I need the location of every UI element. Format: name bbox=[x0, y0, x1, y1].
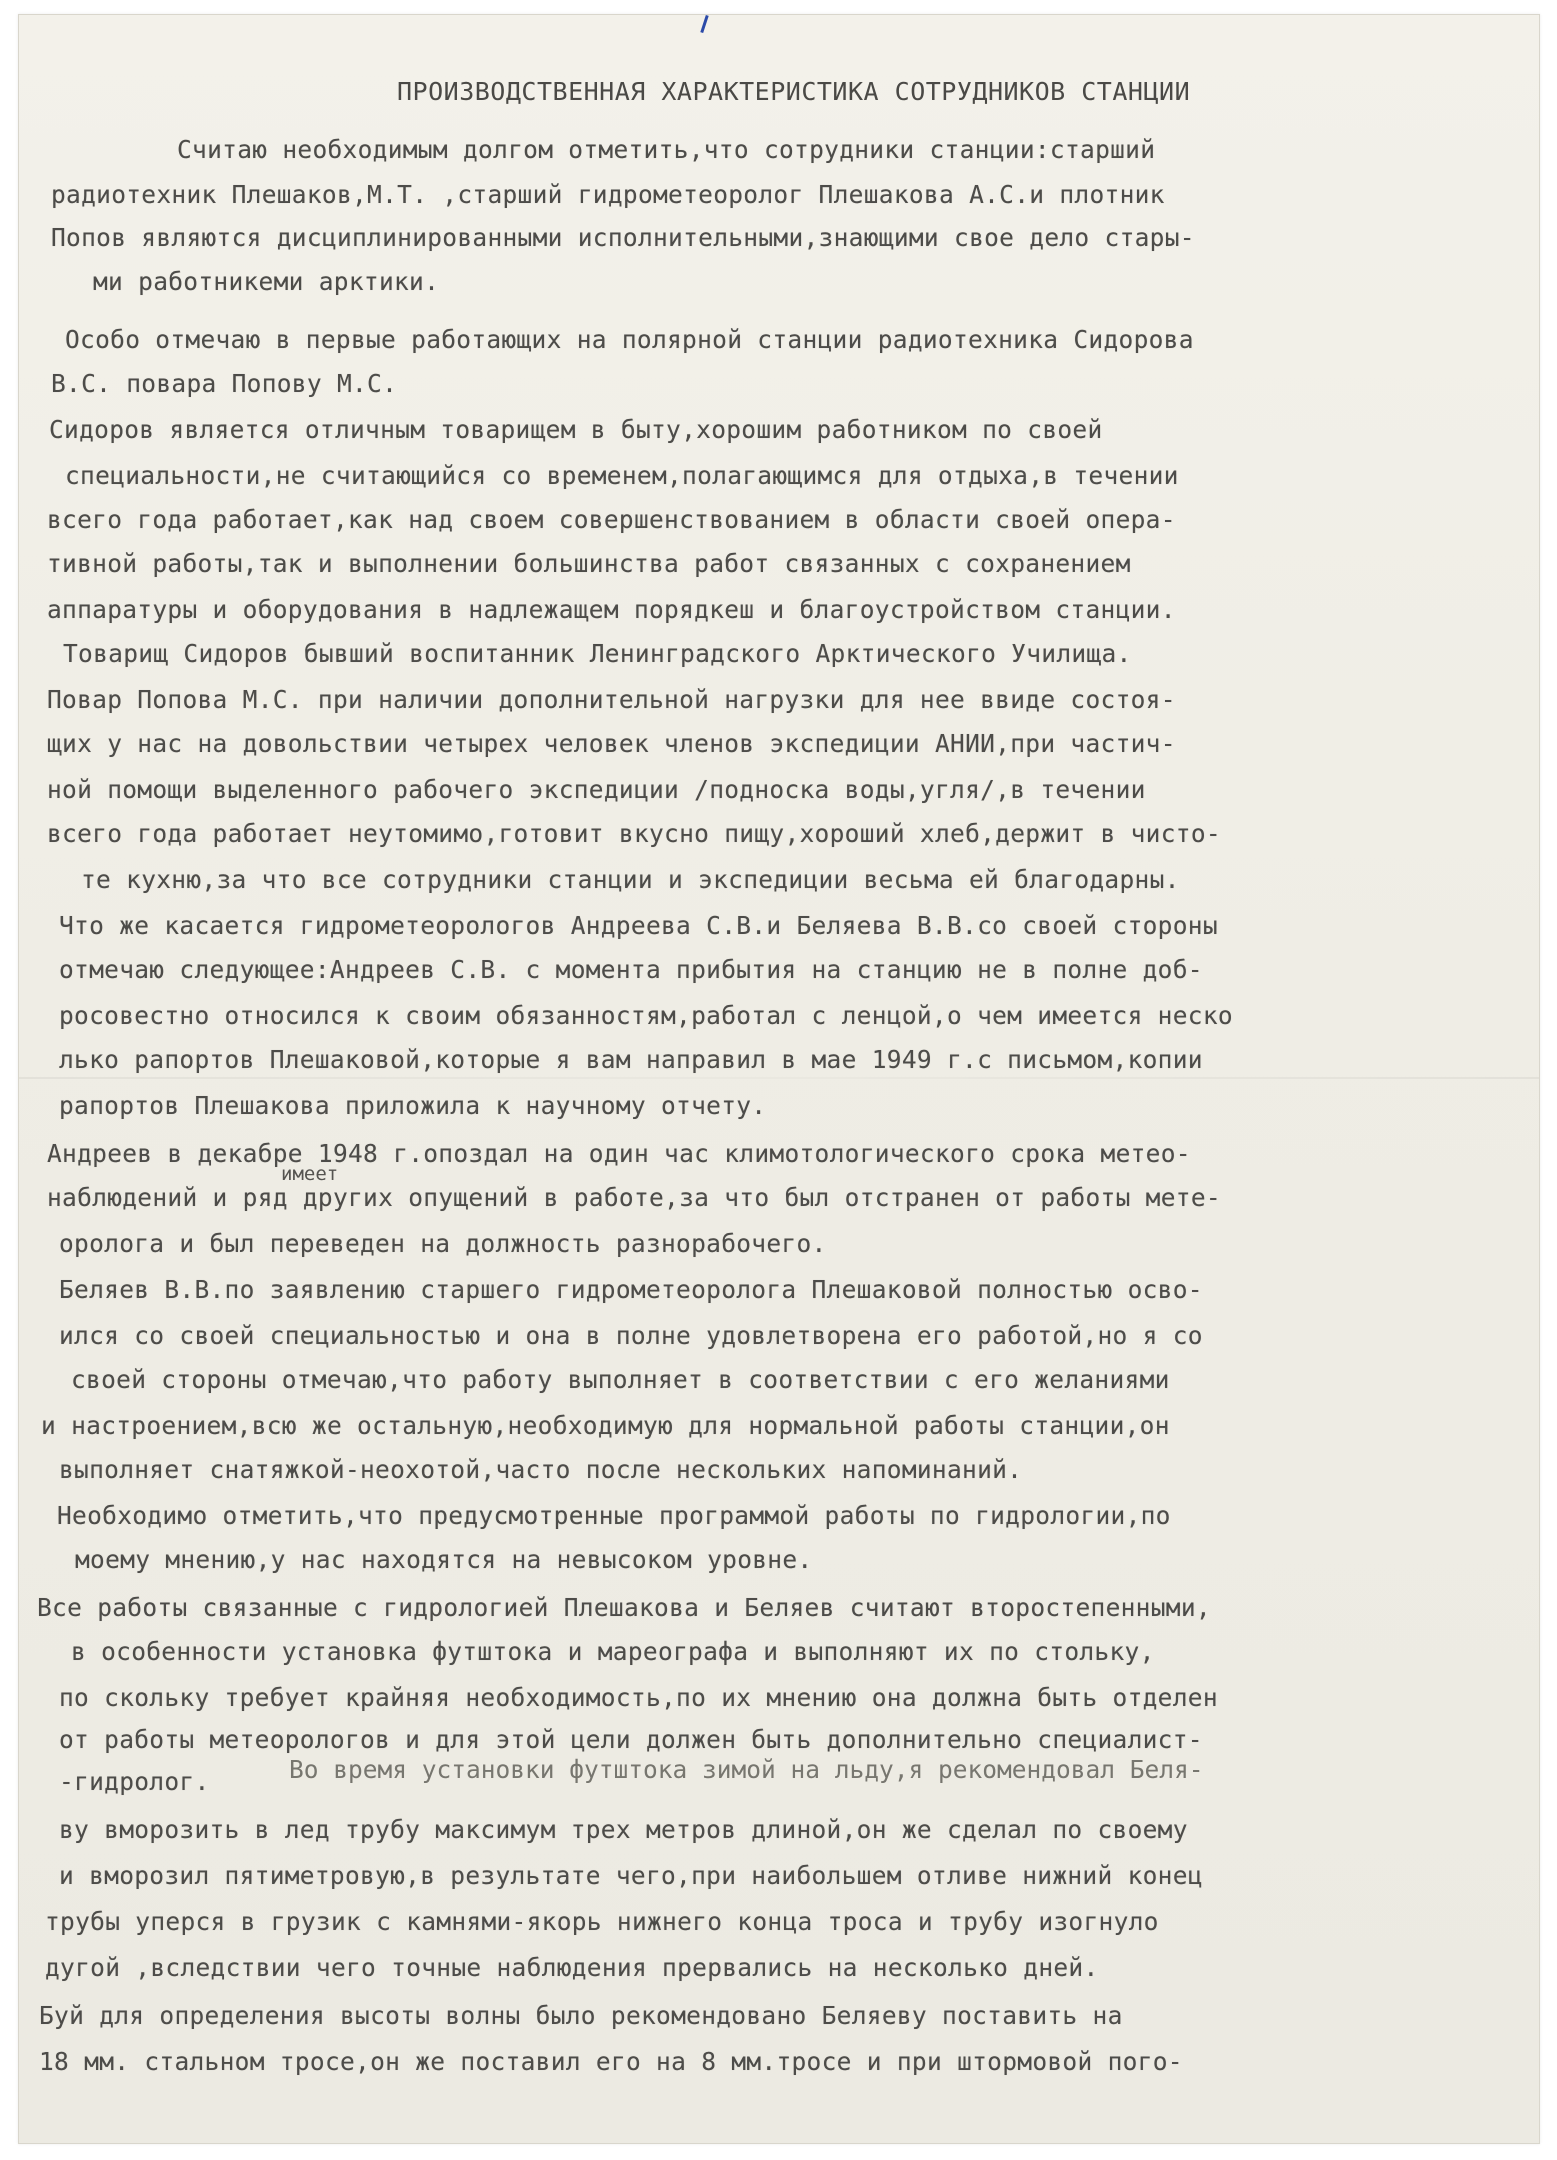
text-line: оролога и был переведен на должность разнорабочего. bbox=[59, 1229, 827, 1258]
text-line: и настроением,всю же остальную,необходимую для нормальной работы станции,он bbox=[41, 1411, 1170, 1440]
text-line: лько рапортов Плешаковой,которые я вам направил в мае 1949 г.с письмом,копии bbox=[59, 1045, 1203, 1074]
text-line: аппаратуры и оборудования в надлежащем порядкеш и благоустройством станции. bbox=[47, 595, 1176, 624]
text-line: ву вморозить в лед трубу максимум трех метров длиной,он же сделал по своему bbox=[59, 1815, 1188, 1844]
text-line: Считаю необходимым долгом отметить,что сотрудники станции:старший bbox=[177, 135, 1156, 164]
text-line: 18 мм. стальном тросе,он же поставил его на 8 мм.тросе и при штормовой пого- bbox=[39, 2047, 1183, 2076]
text-line: Сидоров является отличным товарищем в быту,хорошим работником по своей bbox=[49, 415, 1103, 444]
text-line: Товарищ Сидоров бывший воспитанник Ленинградского Арктического Училища. bbox=[63, 639, 1132, 668]
text-line: тивной работы,так и выполнении большинства работ связанных с сохранением bbox=[47, 549, 1131, 578]
text-line: радиотехник Плешаков,М.Т. ,старший гидрометеоролог Плешакова А.С.и плотник bbox=[51, 180, 1165, 209]
text-line: росовестно относился к своим обязанностям,работал с ленцой,о чем имеется неско bbox=[59, 1001, 1233, 1030]
text-line: Все работы связанные с гидрологией Плешакова и Беляев считают второстепенными, bbox=[37, 1593, 1211, 1622]
text-line: Буй для определения высоты волны было рекомендовано Беляеву поставить на bbox=[39, 2001, 1123, 2030]
text-line: всего года работает неутомимо,готовит вкусно пищу,хороший хлеб,держит в чисто- bbox=[47, 819, 1221, 848]
text-line: наблюдений и ряд других опущений в работе,за что был отстранен от работы мете- bbox=[47, 1183, 1221, 1212]
text-line: Попов являются дисциплинированными исполнительными,знающими свое дело стары- bbox=[51, 223, 1195, 252]
typed-insertion: имеет bbox=[281, 1163, 339, 1185]
text-line: и вморозил пятиметровую,в результате чего,при наибольшем отливе нижний конец bbox=[59, 1861, 1203, 1890]
text-line: в особенности установка футштока и мареографа и выполняют их по стольку, bbox=[71, 1637, 1155, 1666]
text-line: Что же касается гидрометеорологов Андреева С.В.и Беляева В.В.со своей стороны bbox=[59, 911, 1218, 940]
text-line: по скольку требует крайняя необходимость,по их мнению она должна быть отделен bbox=[59, 1683, 1218, 1712]
text-line: те кухню,за что все сотрудники станции и экспедиции весьма ей благодарны. bbox=[81, 865, 1180, 894]
text-line: Необходимо отметить,что предусмотренные программой работы по гидрологии,по bbox=[57, 1501, 1171, 1530]
text-line: -гидролог. bbox=[59, 1767, 210, 1796]
text-line: выполняет снатяжкой-неохотой,часто после нескольких напоминаний. bbox=[59, 1455, 1023, 1484]
document-title: ПРОИЗВОДСТВЕННАЯ ХАРАКТЕРИСТИКА СОТРУДНИКОВ СТАНЦИИ bbox=[397, 77, 1191, 106]
text-line: трубы уперся в грузик с камнями-якорь нижнего конца троса и трубу изогнуло bbox=[45, 1907, 1159, 1936]
text-line: моему мнению,у нас находятся на невысоком уровне. bbox=[75, 1545, 813, 1574]
text-line: специальности,не считающийся со временем,полагающимся для отдыха,в течении bbox=[65, 461, 1179, 490]
text-line: Особо отмечаю в первые работающих на полярной станции радиотехника Сидорова bbox=[65, 325, 1194, 354]
text-line: рапортов Плешакова приложила к научному отчету. bbox=[59, 1091, 767, 1120]
paper-fold bbox=[19, 1077, 1539, 1079]
text-line: дугой ,вследствии чего точные наблюдения прервались на несколько дней. bbox=[45, 1953, 1099, 1982]
document-page bbox=[18, 14, 1540, 2144]
text-line: В.С. повара Попову М.С. bbox=[51, 369, 398, 398]
text-line: от работы метеорологов и для этой цели должен быть дополнительно специалист- bbox=[59, 1725, 1203, 1754]
text-line: Андреев в декабре 1948 г.опоздал на один час климотологического срока метео- bbox=[47, 1139, 1191, 1168]
overtyped-line: Во время установки футштока зимой на льду,я рекомендовал Беля- bbox=[289, 1755, 1204, 1784]
text-line: щих у нас на довольствии четырех человек членов экспедиции АНИИ,при частич- bbox=[47, 729, 1176, 758]
text-line: ной помощи выделенного рабочего экспедиции /подноска воды,угля/,в течении bbox=[47, 775, 1146, 804]
text-line: ился со своей специальностью и она в полне удовлетворена его работой,но я со bbox=[59, 1321, 1203, 1350]
text-line: своей стороны отмечаю,что работу выполняет в соответствии с его желаниями bbox=[71, 1365, 1170, 1394]
text-line: Повар Попова М.С. при наличии дополнительной нагрузки для нее ввиде состоя- bbox=[47, 685, 1176, 714]
text-line: отмечаю следующее:Андреев С.В. с момента прибытия на станцию не в полне доб- bbox=[59, 955, 1203, 984]
text-line: всего года работает,как над своем совершенствованием в области своей опера- bbox=[47, 505, 1176, 534]
pen-mark bbox=[700, 15, 708, 33]
text-line: Беляев В.В.по заявлению старшего гидрометеоролога Плешаковой полностью осво- bbox=[59, 1275, 1203, 1304]
text-line: ми работникеми арктики. bbox=[93, 267, 440, 296]
